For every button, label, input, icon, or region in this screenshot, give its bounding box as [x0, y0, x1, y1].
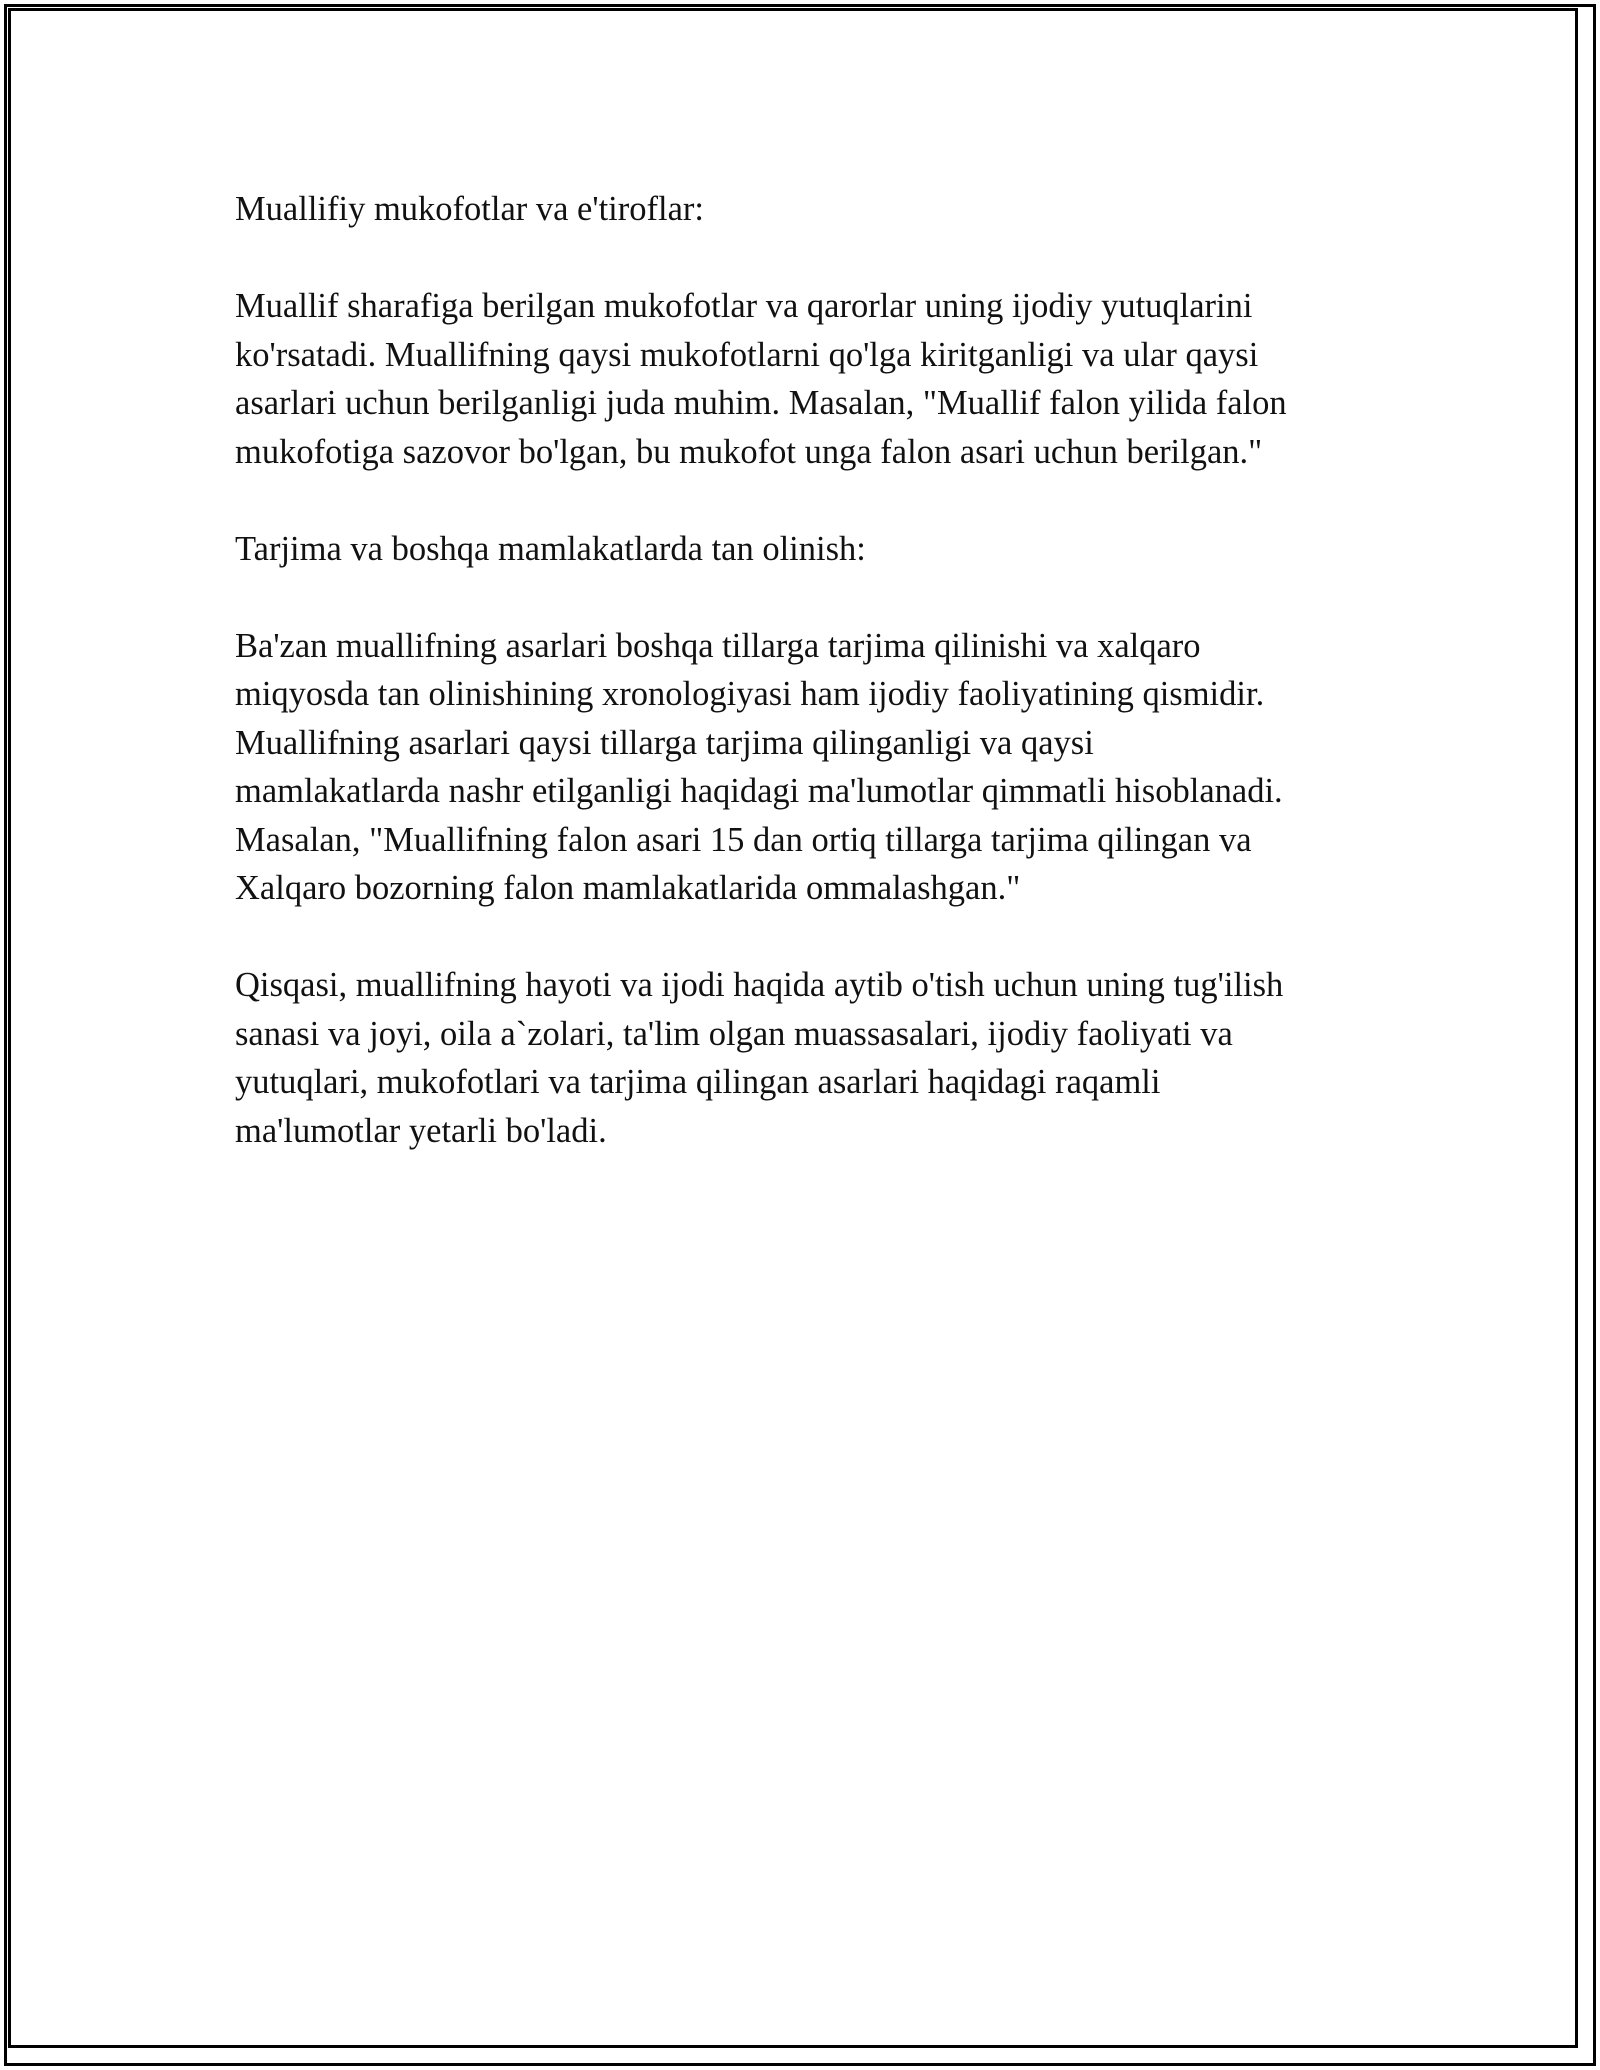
summary-paragraph: Qisqasi, muallifning hayoti va ijodi haqida aytib o'tish uchun uning tug'ilish sanasi va joyi, oila a`zolari, ta'lim olgan muassasalari, ijodiy faoliyati va yutuqlari, mukofotlari va tarjima qilingan asarlari haqidagi raqamli ma'lumotlar yetarli bo'ladi. — [235, 966, 1284, 1150]
awards-heading: Muallifiy mukofotlar va e'tiroflar: — [235, 190, 704, 228]
awards-paragraph: Muallif sharafiga berilgan mukofotlar va qarorlar uning ijodiy yutuqlarini ko'rsatadi. Muallifning qaysi mukofotlarni qo'lga kiritganligi va ular qaysi asarlari uchun berilganligi juda muhim. Masalan, "Muallif falon yilida falon mukofotiga sazovor bo'lgan, bu mukofot unga falon asari uchun berilgan." — [235, 287, 1287, 471]
translation-heading: Tarjima va boshqa mamlakatlarda tan olinish: — [235, 529, 866, 568]
document-body — [235, 185, 1375, 1204]
translation-paragraph: Ba'zan muallifning asarlari boshqa tillarga tarjima qilinishi va xalqaro miqyosda tan olinishining xronologiyasi ham ijodiy faoliyatining qismidir. Muallifning asarlari qaysi tillarga tarjima qilinganligi va qaysi mamlakatlarda nashr etilganligi haqidagi ma'lumotlar qimmatli hisoblanadi. Masalan, "Muallifning falon asari 15 dan ortiq tillarga tarjima qilingan va Xalqaro bozorning falon mamlakatlarida ommalashgan." — [235, 626, 1283, 907]
